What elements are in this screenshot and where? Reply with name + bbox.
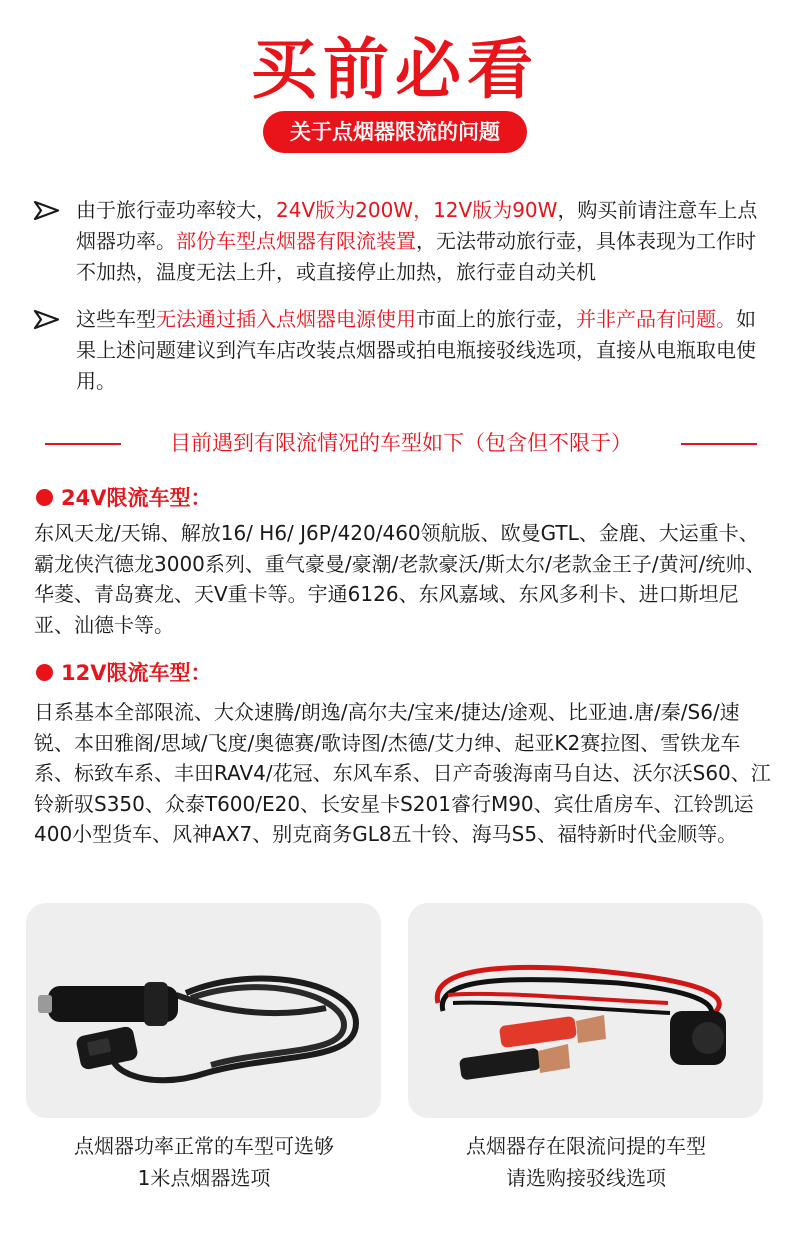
arrow-bullet-icon xyxy=(32,195,62,226)
red-dot-icon xyxy=(36,664,53,681)
red-dot-icon xyxy=(36,489,53,506)
caption-lighter-cable-line-2: 1米点烟器选项 xyxy=(137,1166,271,1190)
cigarette-lighter-cable-icon xyxy=(26,903,381,1118)
notice-1-limiter-warning: 部份车型点烟器有限流装置 xyxy=(176,229,416,253)
product-photo-battery-clip-cable xyxy=(408,903,763,1118)
section-heading-12v xyxy=(36,659,211,687)
notice-2-text-a: 这些车型 xyxy=(76,307,156,331)
section-heading-12v-text: 12V限流车型： xyxy=(61,661,212,685)
arrow-bullet-icon xyxy=(32,304,62,335)
caption-lighter-cable-line-1: 点烟器功率正常的车型可选够 xyxy=(74,1134,334,1158)
notice-2-cannot-use: 无法通过插入点烟器电源使用 xyxy=(156,307,416,331)
notice-1-power-spec: 24V版为200W，12V版为90W xyxy=(276,198,558,222)
notice-1-text-a: 由于旅行壶功率较大， xyxy=(76,198,276,222)
section-heading-24v-text: 24V限流车型： xyxy=(61,486,212,510)
product-photo-lighter-cable xyxy=(26,903,381,1118)
models-12v: 日系基本全部限流、大众速腾/朗逸/高尔夫/宝来/捷达/途观、比亚迪.唐/秦/S6/速锐、本田雅阁/思域/飞度/奥德赛/歌诗图/杰德/艾力绅、起亚K2赛拉图、雪铁龙车系、标致车系、丰田RAV4/花冠、东风车系、日产奇骏海南马自达、沃尔沃S60、江铃新驭S350、众泰T600/E20、长安星卡S201睿行M90、宾仕盾房车、江铃凯运400小型货车、风神AX7、别克商务GL8五十铃、海马S5、福特新时代金顺等。 xyxy=(34,700,771,846)
subtitle-badge: 关于点烟器限流的问题 xyxy=(263,111,527,153)
models-24v: 东风天龙/天锦、解放16/ H6/ J6P/420/460领航版、欧曼GTL、金鹿、大运重卡、霸龙侠汽德龙3000系列、重气豪曼/豪潮/老款豪沃/斯太尔/老款金王子/黄河/统帅、华菱、青岛赛龙、天V重卡等。宇通6126、东风嘉域、东风多利卡、进口斯坦尼亚、汕德卡等。 xyxy=(34,521,766,637)
notice-2-not-defect: 并非产品有问题。 xyxy=(576,307,736,331)
divider-heading xyxy=(45,428,757,458)
divider-line-right xyxy=(681,443,757,445)
divider-line-left xyxy=(45,443,121,445)
divider-heading-text: 目前遇到有限流情况的车型如下（包含但不限于） xyxy=(170,431,632,455)
notice-2-text-b: 市面上的旅行壶， xyxy=(416,307,576,331)
notice-2-text-c: 如果上述问题建议到汽车店改装点烟器或拍电瓶接驳线选项，直接从电瓶取电使用。 xyxy=(76,307,756,393)
caption-battery-clip-line-1: 点烟器存在限流问提的车型 xyxy=(466,1134,706,1158)
page-title: 买前必看 xyxy=(251,31,539,108)
notice-paragraph-1 xyxy=(32,195,772,288)
caption-battery-clip-line-2: 请选购接驳线选项 xyxy=(506,1166,666,1190)
notice-1-text-c: ，无法带动旅行壶，具体表现为工作时不加热，温度无法上升，或直接停止加热，旅行壶自动关机 xyxy=(76,229,756,284)
battery-clip-cable-icon xyxy=(408,903,763,1118)
notice-paragraph-2 xyxy=(32,304,772,397)
notice-1-text-b: ，购买前请注意车上点烟器功率。 xyxy=(76,198,758,253)
caption-lighter-cable xyxy=(14,1130,394,1194)
section-heading-24v xyxy=(36,484,211,512)
caption-battery-clip-cable xyxy=(396,1130,776,1194)
